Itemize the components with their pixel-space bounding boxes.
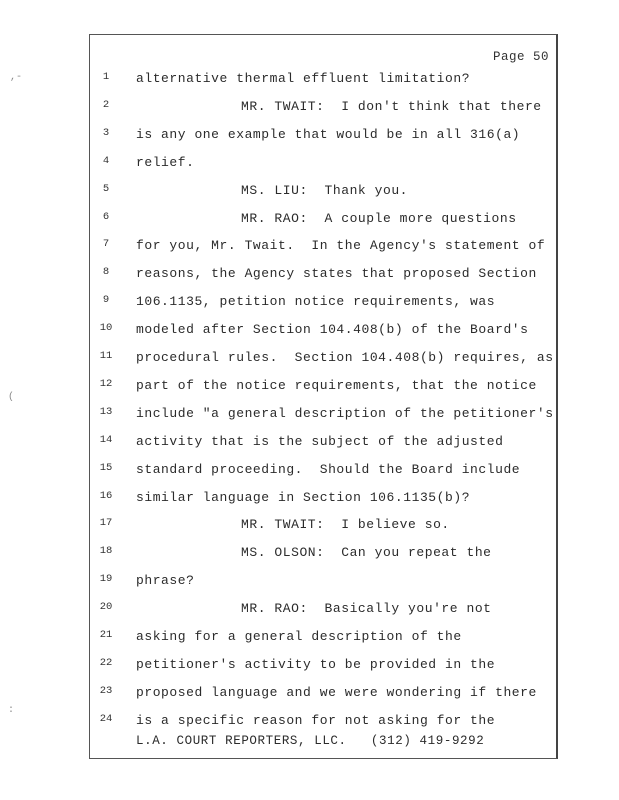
line-number: 11 — [99, 350, 113, 362]
line-number: 22 — [99, 656, 113, 669]
line-text: procedural rules. Section 104.408(b) requires, as — [136, 350, 554, 365]
transcript-line — [0, 685, 619, 705]
line-text: MS. OLSON: Can you repeat the — [241, 545, 492, 561]
transcript-line — [0, 573, 619, 593]
transcript-line — [0, 378, 619, 398]
line-text: include "a general description of the petitioner's — [136, 405, 554, 421]
transcript-line — [0, 238, 619, 258]
line-text: activity that is the subject of the adjusted — [136, 433, 504, 449]
line-number: 1 — [102, 71, 110, 83]
transcript-line — [0, 211, 619, 231]
line-text: reasons, the Agency states that proposed Section — [136, 266, 537, 282]
scan-mark: : — [8, 705, 15, 716]
line-text: relief. — [136, 154, 195, 170]
line-number: 16 — [99, 489, 113, 502]
transcript-line — [0, 183, 619, 203]
transcript-line — [0, 517, 619, 537]
line-number: 19 — [99, 573, 113, 586]
transcript-line — [0, 266, 619, 286]
line-number: 6 — [102, 210, 110, 223]
scan-mark: ,- — [10, 72, 23, 83]
line-number: 2 — [102, 98, 110, 111]
line-number: 14 — [99, 433, 113, 446]
line-text: MR. RAO: A couple more questions — [241, 210, 517, 226]
line-text: petitioner's activity to be provided in the — [136, 656, 496, 672]
line-text: is a specific reason for not asking for the — [136, 712, 496, 728]
line-text: alternative thermal effluent limitation? — [136, 71, 471, 86]
line-number: 18 — [99, 545, 113, 558]
transcript-line — [0, 601, 619, 621]
scan-mark: ( — [8, 392, 15, 403]
line-text: is any one example that would be in all 316(a) — [136, 126, 521, 142]
transcript-line — [0, 322, 619, 342]
transcript-line — [0, 462, 619, 482]
line-text: modeled after Section 104.408(b) of the Board's — [136, 322, 529, 338]
line-text: standard proceeding. Should the Board include — [136, 461, 521, 477]
transcript-line — [0, 127, 619, 147]
transcript-line — [0, 713, 619, 733]
line-text: MS. LIU: Thank you. — [241, 182, 409, 198]
transcript-line — [0, 657, 619, 677]
line-text: asking for a general description of the — [136, 629, 462, 644]
line-text: for you, Mr. Twait. In the Agency's statement of — [136, 238, 546, 254]
transcript-line — [0, 350, 619, 370]
line-number: 24 — [99, 712, 113, 725]
line-text: 106.1135, petition notice requirements, was — [136, 294, 496, 310]
line-number: 9 — [102, 294, 110, 307]
transcript-line — [0, 155, 619, 175]
transcript-line — [0, 99, 619, 119]
transcript-line — [0, 71, 619, 91]
line-number: 20 — [99, 601, 113, 614]
line-number: 10 — [99, 322, 113, 335]
line-number: 12 — [99, 377, 113, 390]
transcript-line — [0, 294, 619, 314]
line-text: similar language in Section 106.1135(b)? — [136, 489, 471, 505]
line-text: MR. RAO: Basically you're not — [241, 601, 492, 617]
line-text: MR. TWAIT: I believe so. — [241, 517, 450, 533]
line-number: 7 — [102, 238, 110, 251]
line-text: MR. TWAIT: I don't think that there — [241, 98, 542, 114]
line-number: 23 — [99, 684, 113, 697]
line-number: 21 — [99, 629, 113, 641]
line-number: 13 — [99, 405, 113, 418]
line-number: 15 — [99, 461, 113, 474]
court-reporter-footer: L.A. COURT REPORTERS, LLC. (312) 419-9292 — [136, 734, 485, 748]
transcript-line — [0, 545, 619, 565]
line-number: 17 — [99, 517, 113, 530]
line-text: part of the notice requirements, that the notice — [136, 377, 537, 393]
line-number: 8 — [102, 266, 110, 279]
line-text: proposed language and we were wondering if there — [136, 684, 537, 700]
page-number: Page 50 — [492, 50, 549, 64]
line-number: 5 — [102, 182, 110, 195]
transcript-line — [0, 490, 619, 510]
line-number: 3 — [102, 126, 110, 139]
transcript-line — [0, 629, 619, 649]
line-number: 4 — [102, 154, 110, 167]
line-text: phrase? — [136, 573, 195, 589]
transcript-line — [0, 406, 619, 426]
transcript-line — [0, 434, 619, 454]
